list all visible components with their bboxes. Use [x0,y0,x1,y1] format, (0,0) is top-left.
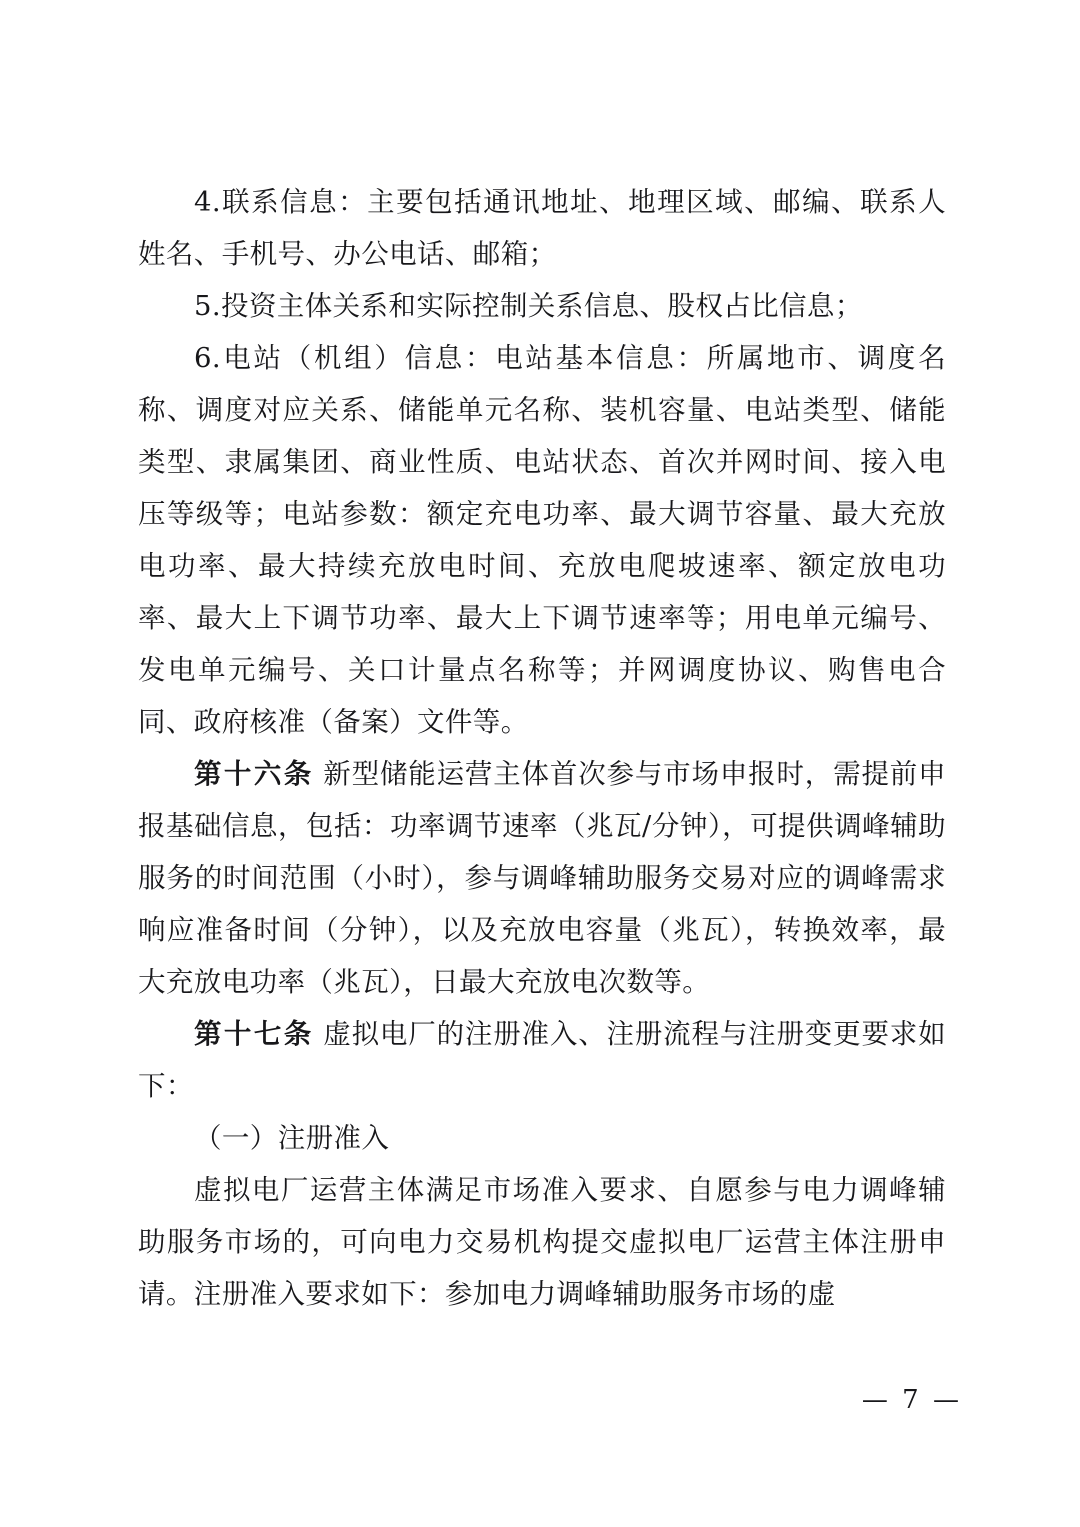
article-17-heading: 第十七条 [194,1018,314,1050]
paragraph-item-6: 6.电站（机组）信息：电站基本信息：所属地市、调度名称、调度对应关系、储能单元名称、装机容量、电站类型、储能类型、隶属集团、商业性质、电站状态、首次并网时间、接入电压等级等；电站参数：额定充电功率、最大调节容量、最大充放电功率、最大持续充放电时间、充放电爬坡速率、额定放电功率、最大上下调节功率、最大上下调节速率等；用电单元编号、发电单元编号、关口计量点名称等；并网调度协议、购售电合同、政府核准（备案）文件等。 [138,342,946,738]
article-16-heading: 第十六条 [194,758,314,790]
article-17-text: 虚拟电厂的注册准入、注册流程与注册变更要求如下： [138,1018,946,1102]
page-number: — 7 — [861,1385,962,1415]
paragraph-article-17 [138,1008,946,1112]
paragraph-article-16 [138,748,946,1008]
paragraph-item-5: 5.投资主体关系和实际控制关系信息、股权占比信息； [194,290,863,322]
paragraph-section-1-body: 虚拟电厂运营主体满足市场准入要求、自愿参与电力调峰辅助服务市场的，可向电力交易机构提交虚拟电厂运营主体注册申请。注册准入要求如下：参加电力调峰辅助服务市场的虚 [138,1174,946,1310]
article-16-text: 新型储能运营主体首次参与市场申报时，需提前申报基础信息，包括：功率调节速率（兆瓦/分钟），可提供调峰辅助服务的时间范围（小时），参与调峰辅助服务交易对应的调峰需求响应准备时间（分钟），以及充放电容量（兆瓦），转换效率，最大充放电功率（兆瓦），日最大充放电次数等。 [138,758,946,998]
paragraph-section-1: （一）注册准入 [194,1122,390,1154]
document-body [138,176,946,1320]
paragraph-item-4: 4.联系信息：主要包括通讯地址、地理区域、邮编、联系人姓名、手机号、办公电话、邮箱； [138,186,946,270]
